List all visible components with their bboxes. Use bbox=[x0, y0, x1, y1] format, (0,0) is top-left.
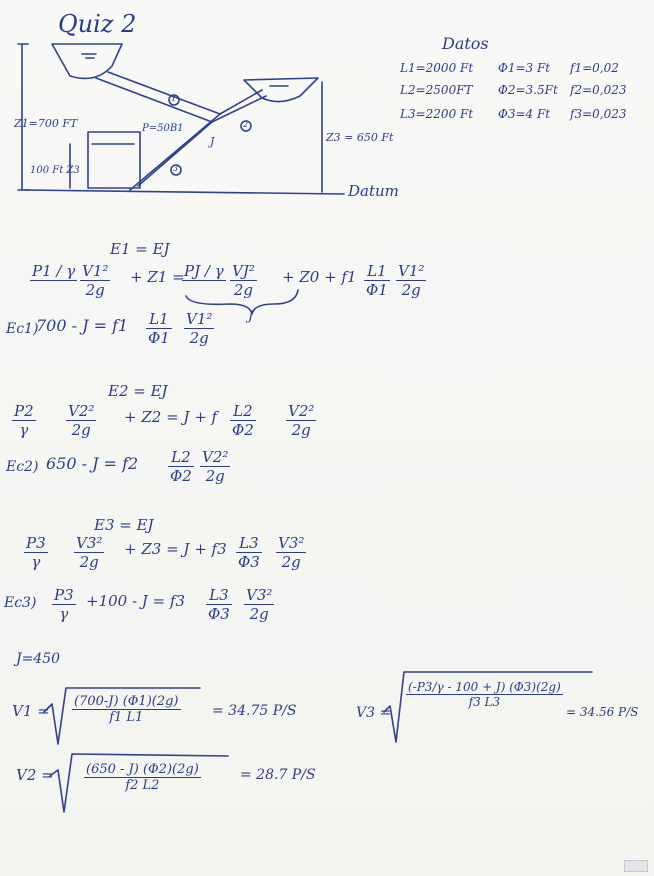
eq2-pressure-term: $\frac{P2}{\gamma}$ bbox=[14, 402, 34, 439]
pressure-label: P=50B1 bbox=[142, 123, 184, 134]
eq2-label: Ec2) bbox=[6, 459, 39, 475]
eq1-velocity-term: $\frac{\text{V1²}}{2g}$ bbox=[82, 262, 109, 299]
eq2-reduced: 650 - J = f2 bbox=[46, 454, 139, 473]
pipe-1-label: 1 bbox=[171, 94, 177, 103]
tank-height-label: 100 Ft Z3 bbox=[30, 165, 80, 176]
datos-row-3-friction: f3=0,023 bbox=[570, 107, 627, 121]
scanner-badge bbox=[624, 860, 648, 872]
eq3-velocity-term: $\frac{\text{V3²}}{2g}$ bbox=[76, 534, 103, 571]
v3-label: V3 = bbox=[356, 705, 392, 721]
eq3-header: E3 = EJ bbox=[94, 516, 154, 534]
v3-fraction: $\frac{(-P3/\gamma - 100 + J) (\Phi 3)(2g)}{f3 L3}$ bbox=[408, 680, 561, 709]
v2-result: = 28.7 P/S bbox=[240, 767, 316, 783]
z1-label: Z1=700 FT bbox=[14, 117, 78, 130]
eq2-length-term: $\frac{L2}{\Phi 2}$ bbox=[232, 402, 254, 439]
datos-row-1-length: L1=2000 Ft bbox=[400, 61, 474, 75]
datum-label: Datum bbox=[348, 182, 399, 200]
eq1-label: Ec1) bbox=[6, 321, 39, 337]
eq2-reduced-length: $\frac{L2}{\Phi 2}$ bbox=[170, 448, 192, 485]
eq2-velocity-term: $\frac{\text{V2²}}{2g}$ bbox=[68, 402, 95, 439]
eq3-z-term: + Z3 = J + f3 bbox=[124, 540, 227, 558]
eq1-rhs-z: + Z0 + f1 bbox=[282, 268, 357, 286]
eq3-length-term: $\frac{L3}{\Phi 3}$ bbox=[238, 534, 260, 571]
eq3-label: Ec3) bbox=[4, 595, 37, 611]
eq2-reduced-velocity: $\frac{\text{V2²}}{2g}$ bbox=[202, 448, 229, 485]
datos-row-3-diameter: Φ3=4 Ft bbox=[498, 107, 551, 121]
eq1-rhs-pressure: PJ / γ bbox=[184, 262, 224, 280]
junction-value: J=450 bbox=[16, 651, 61, 667]
junction-label: J bbox=[210, 135, 215, 148]
v1-label: V1 = bbox=[12, 702, 50, 720]
eq2-velocity2-term: $\frac{\text{V2²}}{2g}$ bbox=[288, 402, 315, 439]
eq1-rhs-length: $\frac{L1}{\Phi 1}$ bbox=[366, 262, 388, 299]
datos-heading: Datos bbox=[442, 34, 489, 53]
datos-row-2-diameter: Φ2=3.5Ft bbox=[498, 83, 558, 97]
eq3-velocity2-term: $\frac{\text{V3²}}{2g}$ bbox=[278, 534, 305, 571]
datos-row-2-length: L2=2500FT bbox=[400, 83, 473, 97]
eq2-z-term: + Z2 = J + f bbox=[124, 408, 218, 426]
datos-row-2-friction: f2=0,023 bbox=[570, 83, 627, 97]
pipe-2-label: 2 bbox=[243, 120, 249, 129]
v1-fraction: $\frac{(700-J) (\Phi 1)(2g)}{f1 L1}$ bbox=[74, 694, 179, 725]
eq3-reduced-velocity: $\frac{\text{V3²}}{2g}$ bbox=[246, 586, 273, 623]
eq1-pressure-term: P1 / γ bbox=[32, 262, 76, 280]
quiz-title: Quiz 2 bbox=[58, 10, 137, 38]
datos-row-1-friction: f1=0,02 bbox=[570, 61, 619, 75]
eq1-brace-label: J bbox=[248, 309, 254, 324]
eq3-reduced: +100 - J = f3 bbox=[86, 592, 186, 610]
pipe-3-label: 3 bbox=[173, 164, 179, 173]
eq1-reduced-velocity: $\frac{\text{V1²}}{2g}$ bbox=[186, 310, 213, 347]
eq1-z-term: + Z1 = bbox=[130, 268, 185, 286]
v1-result: = 34.75 P/S bbox=[212, 703, 297, 719]
eq1-rhs-velocity: $\frac{\text{VJ²}}{2g}$ bbox=[232, 262, 255, 299]
v2-fraction: $\frac{(650 - J) (\Phi 2)(2g)}{f2 L2}$ bbox=[86, 762, 199, 793]
eq3-reduced-length: $\frac{L3}{\Phi 3}$ bbox=[208, 586, 230, 623]
eq1-rhs-velocity2: $\frac{\text{V1²}}{2g}$ bbox=[398, 262, 425, 299]
eq2-header: E2 = EJ bbox=[108, 382, 168, 400]
eq1-header: E1 = EJ bbox=[110, 240, 170, 258]
datos-row-3-length: L3=2200 Ft bbox=[400, 107, 474, 121]
eq1-reduced: 700 - J = f1 bbox=[36, 316, 129, 335]
eq3-pressure-term: $\frac{P3}{\gamma}$ bbox=[26, 534, 46, 571]
eq1-reduced-length: $\frac{L1}{\Phi 1}$ bbox=[148, 310, 170, 347]
z3-label: Z3 = 650 Ft bbox=[326, 131, 394, 144]
v2-label: V2 = bbox=[16, 766, 54, 784]
datos-row-1-diameter: Φ1=3 Ft bbox=[498, 61, 551, 75]
eq3-reduced-pressure: $\frac{P3}{\gamma}$ bbox=[54, 586, 74, 623]
v3-result: = 34.56 P/S bbox=[566, 705, 639, 719]
